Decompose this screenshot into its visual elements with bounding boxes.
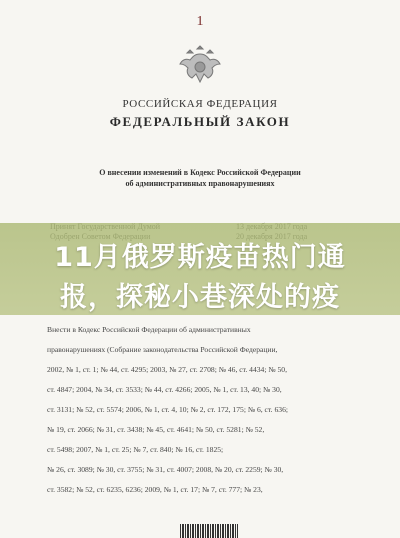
body-line: ст. 5498; 2007, № 1, ст. 25; № 7, ст. 840; № 16, ст. 1825; xyxy=(47,445,224,454)
body-line: № 19, ст. 2066; № 31, ст. 3438; № 45, ст. 4641; № 50, ст. 5281; № 52, xyxy=(47,425,265,434)
double-headed-eagle-emblem-icon xyxy=(176,40,224,88)
barcode-icon xyxy=(180,524,238,538)
subject-line-2: об административных правонарушениях xyxy=(125,179,275,188)
header-russian-federation: РОССИЙСКАЯ ФЕДЕРАЦИЯ xyxy=(122,98,278,110)
law-subject xyxy=(0,167,400,189)
body-line: № 26, ст. 3089; № 30, ст. 3755; № 31, ст. 4007; 2008, № 20, ст. 2259; № 30, xyxy=(47,465,284,474)
headline-line-2: 报，探秘小巷深处的疫 xyxy=(60,282,340,313)
body-line: Внести в Кодекс Российской Федерации об административных xyxy=(47,325,251,334)
header-federal-law: ФЕДЕРАЛЬНЫЙ ЗАКОН xyxy=(109,114,291,129)
body-line: 2002, № 1, ст. 1; № 44, ст. 4295; 2003, № 27, ст. 2708; № 46, ст. 4434; № 50, xyxy=(47,365,287,374)
page-number: 1 xyxy=(196,14,204,29)
body-line: ст. 3582; № 52, ст. 6235, 6236; 2009, № 1, ст. 17; № 7, ст. 777; № 23, xyxy=(47,485,263,494)
body-line: ст. 4847; 2004, № 34, ст. 3533; № 44, ст. 4266; 2005, № 1, ст. 13, 40; № 30, xyxy=(47,385,282,394)
body-line: ст. 3131; № 52, ст. 5574; 2006, № 1, ст. 4, 10; № 2, ст. 172, 175; № 6, ст. 636; xyxy=(47,405,288,414)
body-line: правонарушениях (Собрание законодательства Российской Федерации, xyxy=(47,345,278,354)
subject-line-1: О внесении изменений в Кодекс Российской Федерации xyxy=(99,168,301,177)
headline-line-1: 11月俄罗斯疫苗热门通 xyxy=(54,242,346,273)
law-body-text xyxy=(47,320,357,500)
